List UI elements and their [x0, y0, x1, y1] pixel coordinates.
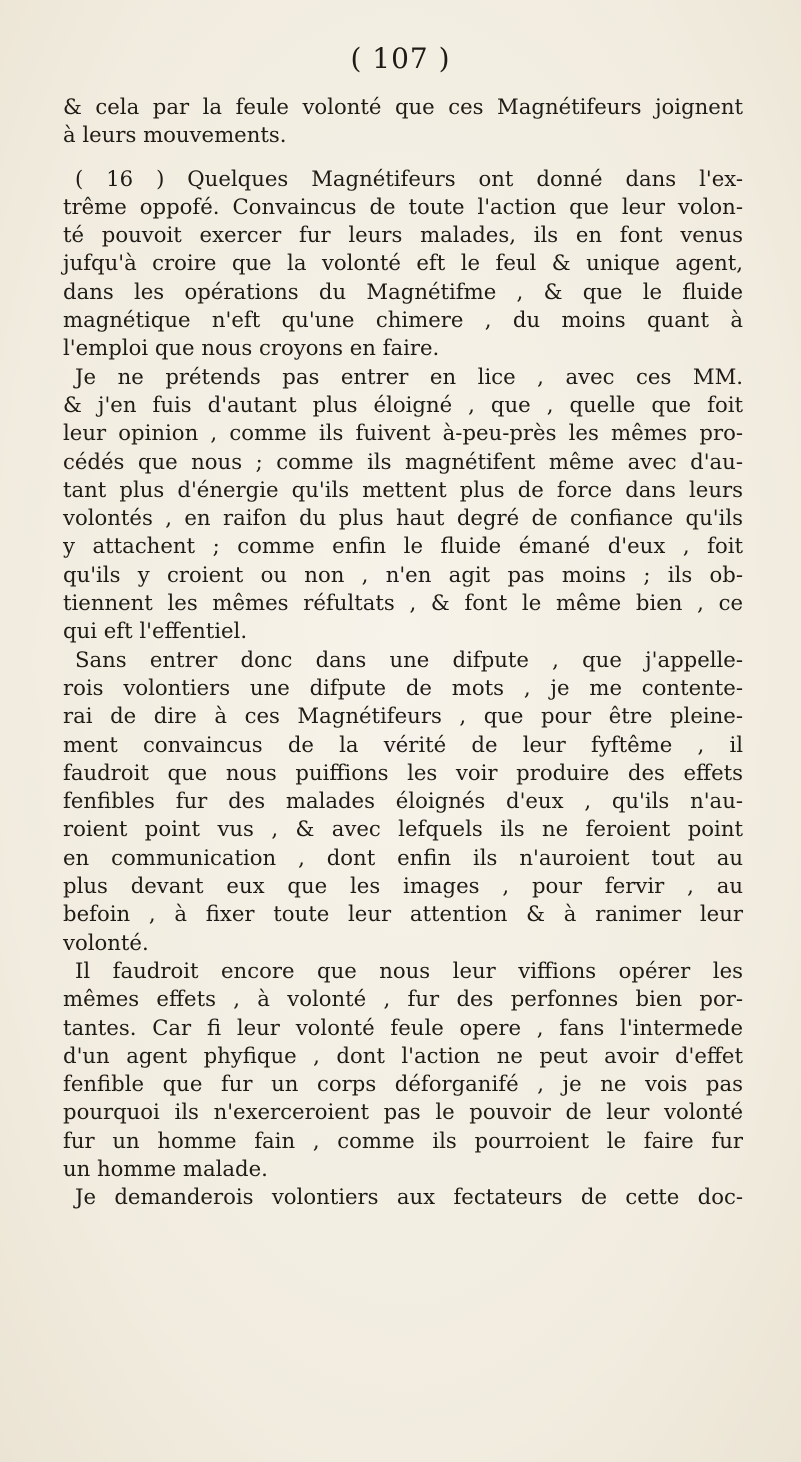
- text-line: leur opinion , comme ils fuivent à-peu-près les mêmes pro-: [63, 420, 743, 446]
- paragraph: [63, 93, 743, 150]
- text-line: en communication , dont enfin ils n'auroient tout au: [63, 844, 743, 870]
- text-line: d'un agent phyfique , dont l'action ne peut avoir d'effet: [63, 1042, 743, 1068]
- text-line: tant plus d'énergie qu'ils mettent plus de force dans leurs: [63, 476, 743, 502]
- text-line: Sans entrer donc dans une difpute , que j'appelle-: [75, 646, 743, 672]
- text-line: & cela par la feule volonté que ces Magnétifeurs joignent: [63, 94, 743, 119]
- text-line: Je demanderois volontiers aux fectateurs de cette doc-: [75, 1184, 743, 1210]
- text-line: dans les opérations du Magnétifme , & que le fluide: [63, 278, 743, 304]
- text-line: mêmes effets , à volonté , fur des perfonnes bien por-: [63, 986, 743, 1012]
- text-line: fenfibles fur des malades éloignés d'eux , qu'ils n'au-: [63, 788, 743, 814]
- text-line: ment convaincus de la vérité de leur fyftême , il: [63, 731, 743, 757]
- text-line: rai de dire à ces Magnétifeurs , que pour être pleine-: [63, 703, 743, 729]
- text-line: Il faudroit encore que nous leur viffions opérer les: [75, 957, 743, 983]
- text-line: volontés , en raifon du plus haut degré de confiance qu'ils: [63, 505, 743, 531]
- text-line: qui eft l'effentiel.: [63, 618, 248, 644]
- text-line: faudroit que nous puiffions les voir produire des effets: [63, 759, 743, 785]
- text-line: volonté.: [63, 929, 149, 955]
- text-line: roient point vus , & avec lefquels ils ne feroient point: [63, 816, 743, 842]
- text-line: tantes. Car fi leur volonté feule opere , fans l'intermede: [63, 1014, 743, 1040]
- paragraph: [63, 165, 743, 1212]
- text-line: ( 16 ) Quelques Magnétifeurs ont donné dans l'ex-: [75, 165, 743, 191]
- text-line: cédés que nous ; comme ils magnétifent même avec d'au-: [63, 448, 743, 474]
- text-line: jufqu'à croire que la volonté eft le feul & unique agent,: [63, 250, 743, 276]
- text-line: à leurs mouvements.: [63, 122, 287, 148]
- text-line: té pouvoit exercer fur leurs malades, ils en font venus: [63, 222, 743, 248]
- text-line: pourquoi ils n'exerceroient pas le pouvoir de leur volonté: [63, 1099, 743, 1125]
- text-line: rois volontiers une difpute de mots , je me contente-: [63, 674, 743, 700]
- text-line: fur un homme fain , comme ils pourroient le faire fur: [63, 1127, 743, 1153]
- text-line: magnétique n'eft qu'une chimere , du moins quant à: [63, 307, 743, 333]
- text-line: un homme malade.: [63, 1155, 268, 1181]
- text-line: befoin , à fixer toute leur attention & à ranimer leur: [63, 901, 743, 927]
- text-line: qu'ils y croient ou non , n'en agit pas moins ; ils ob-: [63, 561, 743, 587]
- body-text: [63, 93, 743, 1212]
- text-line: fenfible que fur un corps déforganifé , je ne vois pas: [63, 1071, 743, 1097]
- page-number: ( 107 ): [350, 42, 451, 75]
- text-line: Je ne prétends pas entrer en lice , avec ces MM.: [75, 363, 743, 389]
- text-line: l'emploi que nous croyons en faire.: [63, 335, 440, 361]
- text-line: plus devant eux que les images , pour fervir , au: [63, 873, 743, 899]
- text-line: y attachent ; comme enfin le fluide émané d'eux , foit: [63, 533, 743, 559]
- text-line: trême oppofé. Convaincus de toute l'action que leur volon-: [63, 193, 743, 219]
- text-line: & j'en fuis d'autant plus éloigné , que , quelle que foit: [63, 391, 743, 417]
- text-line: tiennent les mêmes réfultats , & font le même bien , ce: [63, 590, 743, 616]
